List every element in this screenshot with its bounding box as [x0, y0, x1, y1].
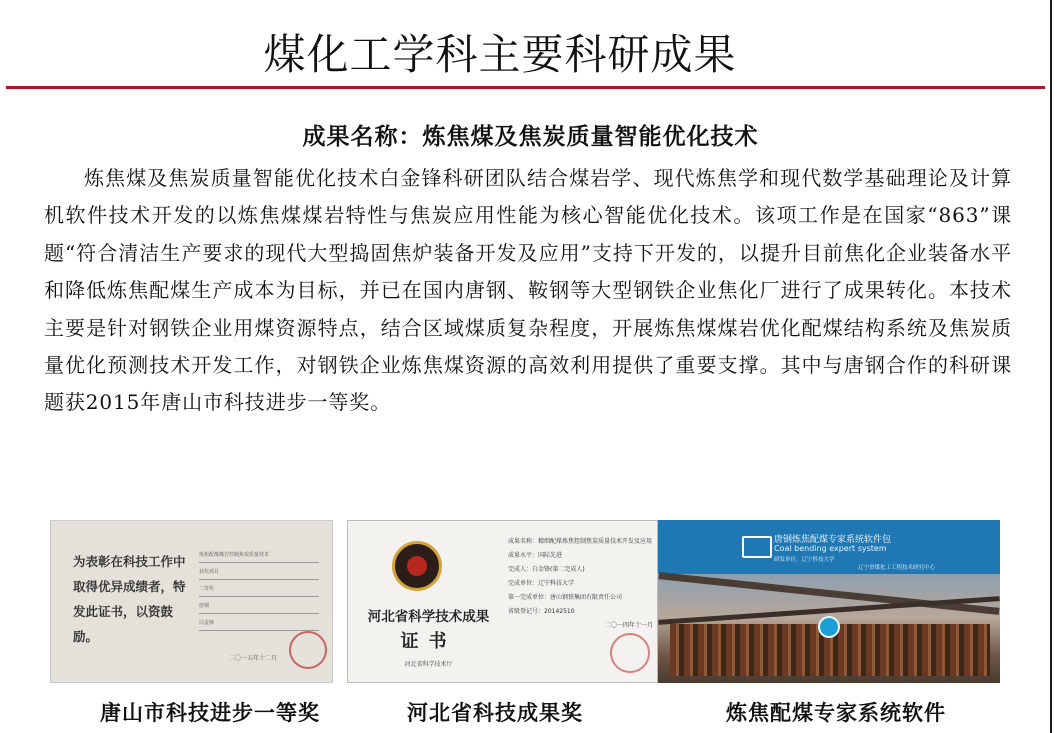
certificate-field: 成果名称：精细配煤炼焦控制焦炭质量技术开发及应用: [508, 538, 653, 545]
certificate-word: 证书: [400, 631, 457, 652]
title-divider: [6, 86, 1045, 89]
software-banner: [658, 520, 1000, 574]
certificate-field: 成果水平：国际先进: [508, 552, 563, 559]
photo-caption-hebei-award: 河北省科技成果奖: [407, 700, 583, 725]
photo-caption-tangshan-award: 唐山市科技进步一等奖: [100, 700, 320, 725]
certificate-field: 完成单位：辽宁科技大学: [508, 580, 575, 587]
certificate-field: 获奖项目: [199, 568, 319, 580]
result-description: 炼焦煤及焦炭质量智能优化技术白金锋科研团队结合煤岩学、现代炼焦学和现代数学基础理论及计算机软件技术开发的以炼焦煤煤岩特性与焦炭应用性能为核心智能优化技术。该项工作是在国家“863”课题“符合清洁生产要求的现代大型捣固焦炉装备开发及应用”支持下开发的，以提升目前焦化企业装备水平和降低炼焦配煤生产成本为目标，并已在国内唐钢、鞍钢等大型钢铁企业焦化厂进行了成果转化。本技术主要是针对钢铁企业用煤资源特点，结合区域煤质复杂程度，开展炼焦煤煤岩优化配煤结构系统及焦炭质量优化预测技术开发工作，对钢铁企业炼焦煤资源的高效利用提供了重要支撑。其中与唐钢合作的科研课题获2015年唐山市科技进步一等奖。: [44, 166, 1012, 415]
page-title: 煤化工学科主要科研成果: [263, 30, 737, 79]
red-seal-stamp: [610, 633, 650, 673]
right-border-line: [1050, 0, 1052, 733]
emblem-center: [407, 556, 427, 576]
software-research-center: 辽宁省煤化工工程技术研究中心: [858, 565, 936, 571]
result-heading: 成果名称：炼焦煤及焦炭质量智能优化技术: [302, 124, 759, 150]
monitor-chart-icon: [742, 536, 772, 558]
certificate-field: 省级登记号：20142510: [508, 608, 575, 615]
tangshan-award-certificate-photo: [50, 520, 333, 683]
red-seal-stamp: [289, 631, 327, 669]
coke-oven-plant-image: [658, 574, 1000, 683]
certificate-title: 河北省科学技术成果: [367, 609, 490, 625]
enter-button-icon: [818, 616, 840, 638]
certificate-field: 第一完成单位：唐山钢铁集团有限责任公司: [508, 594, 623, 601]
software-subtitle: Coal bending expert system: [774, 544, 887, 553]
certificate-issuer: 河北省科学技术厅: [404, 661, 453, 668]
certificate-citation-text: 为表彰在科技工作中取得优异成绩者，特发此证书，以资鼓励。: [73, 554, 186, 644]
software-developer: 研发单位：辽宁科技大学: [774, 557, 835, 563]
certificate-field: 唐钢: [199, 602, 319, 614]
software-title: 唐钢炼焦配煤专家系统软件包: [774, 535, 892, 545]
national-emblem-icon: [392, 541, 442, 591]
certificate-field: 完成人：白金锋(第二完成人): [508, 566, 585, 573]
certificate-date: 二〇一四年十一月: [604, 622, 653, 629]
hebei-achievement-certificate-photo: [347, 520, 658, 683]
certificate-fields: [508, 535, 653, 633]
certificate-field: 二等奖: [199, 585, 319, 597]
expert-system-software-screenshot: [658, 520, 1000, 683]
photo-caption-expert-system: 炼焦配煤专家系统软件: [726, 700, 946, 725]
certificate-date: 二〇一五年十二月: [229, 655, 278, 662]
certificate-field: 炼焦配煤煤岩控制焦炭质量技术: [199, 551, 319, 563]
certificate-field: 白金锋: [199, 619, 319, 631]
